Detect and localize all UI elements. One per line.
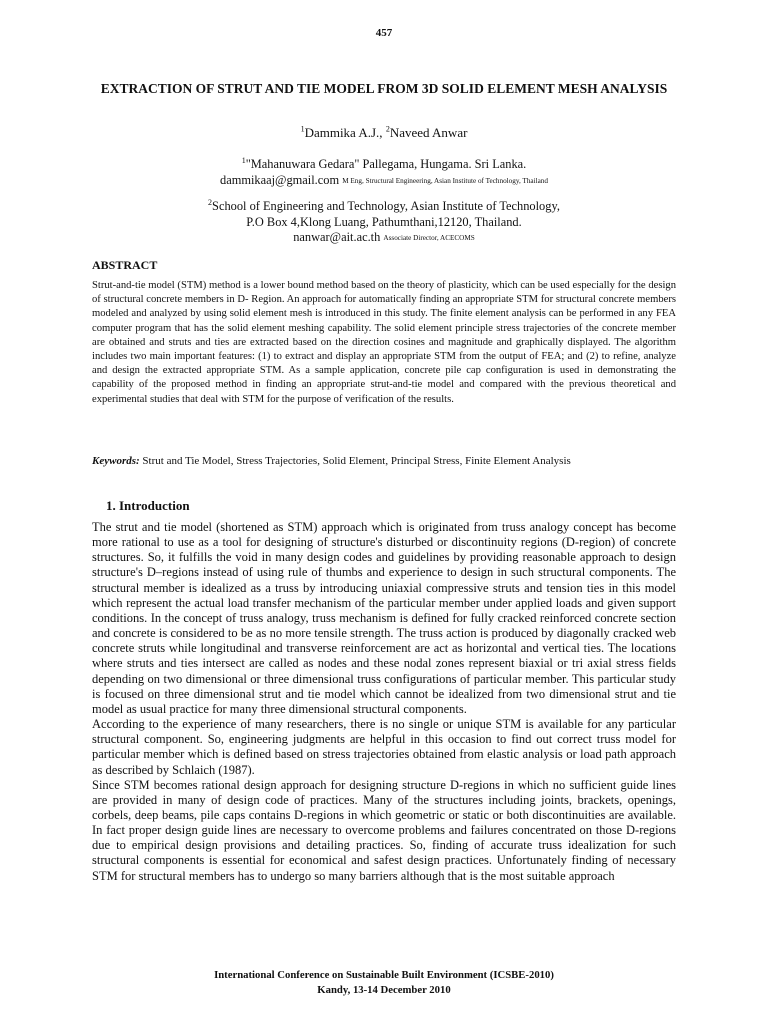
page-footer <box>0 968 768 998</box>
author2-superscript: 2 <box>385 124 390 134</box>
affiliation-2-superscript: 2 <box>208 197 213 207</box>
paper-title: EXTRACTION OF STRUT AND TIE MODEL FROM 3D SOLID ELEMENT MESH ANALYSIS <box>100 81 668 96</box>
affiliation-1-address-text: "Mahanuwara Gedara" Pallegama, Hungama. Sri Lanka. <box>245 157 527 171</box>
intro-paragraph-2: According to the experience of many researchers, there is no single or unique STM is available for any particular structural component. So, engineering judgments are helpful in this occasion to find out correct truss model for particular member which is defined based on stress trajectories obtained from elastic analysis or load path approach as described by Schlaich (1987). <box>92 717 676 777</box>
affiliation-2-email: nanwar@ait.ac.th <box>293 230 381 244</box>
keywords-label: Keywords: <box>92 455 140 467</box>
footer-location-date: Kandy, 13-14 December 2010 <box>317 984 451 996</box>
intro-paragraph-3: Since STM becomes rational design approach for designing structure D-regions in which no sufficient guide lines are provided in many of design code of practices. Many of the structures including joints, brackets, openings, corbels, deep beams, pile caps contains D-regions in which geometric or static or both discontinuities are available. In fact proper design guide lines are necessary to overcome problems and failures concentrated on those D-regions due to empirical design provisions and detailing practices. So, finding of accurate truss idealization for such structural components is essential for economical and safest design practices. Unfortunately finding of necessary STM for structural members has to undergo so many barriers although that is the most suitable approach <box>92 777 676 883</box>
introduction-body <box>92 520 676 884</box>
intro-paragraph-1: The strut and tie model (shortened as STM) approach which is originated from truss analogy concept has become more rational to use as a tool for designing of structure's disturbed or discontinuity regions (D-region) of concrete structures. So, it fulfills the void in many design codes and guidelines by providing reasonable approach to design structure's D–regions instead of using rule of thumbs and experience to design in such structural components. The structural member is idealized as a truss by introducing uniaxial compressive struts and tension ties in this model which represent the actual load transfer mechanism of the particular member under applied loads and given support conditions. In the concept of truss analogy, truss mechanism is defined for fully cracked reinforced concrete section and concrete is considered to be as no more tensile strength. The truss action is produced by diagonally cracked web concrete struts while longitudinal and transverse reinforcement are act as horizontal and vertical ties. The locations where struts and ties intersect are called as nodes and these nodal zones represent biaxial or tri axial stress fields depending on two dimensional or three dimensional truss configurations of particular member. This particular study is focused on three dimensional strut and tie model which cannot be idealized from two dimensional strut and tie model as usual practice for many three dimensional structural components. <box>92 520 676 716</box>
affiliation-1-note: M Eng, Structural Engineering, Asian Institute of Technology, Thailand <box>342 176 548 185</box>
page-number: 457 <box>375 27 393 39</box>
footer-conference: International Conference on Sustainable Built Environment (ICSBE-2010) <box>214 969 554 981</box>
affiliation-1-superscript: 1 <box>241 155 246 165</box>
abstract-heading: ABSTRACT <box>92 258 158 272</box>
affiliation-2 <box>0 199 768 246</box>
author2-name: Naveed Anwar <box>389 125 468 140</box>
affiliation-2-school <box>0 199 768 215</box>
affiliation-2-email-line <box>0 230 768 246</box>
author1-name: Dammika A.J., <box>304 125 386 140</box>
affiliation-2-note: Associate Director, ACECOMS <box>383 234 475 242</box>
keywords-text: Strut and Tie Model, Stress Trajectories, Solid Element, Principal Stress, Finite Element Analysis <box>139 455 571 467</box>
affiliation-2-address: P.O Box 4,Klong Luang, Pathumthani,12120, Thailand. <box>246 214 522 229</box>
affiliation-1 <box>0 157 768 188</box>
author-line <box>0 125 768 141</box>
author1-superscript: 1 <box>300 124 305 134</box>
affiliation-2-school-text: School of Engineering and Technology, Asian Institute of Technology, <box>212 199 560 213</box>
abstract-body: Strut-and-tie model (STM) method is a lower bound method based on the theory of plasticity, which can be used especially for the design of structural concrete members in D- Region. An approach for automatically finding an appropriate STM for structural concrete members modeled and analyzed by using solid element mesh is introduced in this study. The finite element analysis can be performed in any FEA computer program that has the solid element meshing capability. The solid element principle stress trajectories of the concrete member are obtained and struts and ties are extracted based on the direction cosines and magnitude and graphically displayed. The algorithm includes two main important features: (1) to extract and display an appropriate STM from the output of FEA; and (2) to refine, analyze and design the extracted appropriate STM. As a sample application, concrete pile cap configuration is used in demonstrating the capability of the proposed method in finding an appropriate strut-and-tie model and compared with the previous theoretical and experimental studies that deal with STM for the purpose of verification of the results. <box>92 280 676 405</box>
affiliation-1-address <box>0 157 768 173</box>
affiliation-1-email-line <box>0 173 768 189</box>
section-heading-introduction: 1. Introduction <box>106 498 190 513</box>
keywords-line <box>92 455 692 467</box>
affiliation-1-email: dammikaaj@gmail.com <box>220 172 340 187</box>
